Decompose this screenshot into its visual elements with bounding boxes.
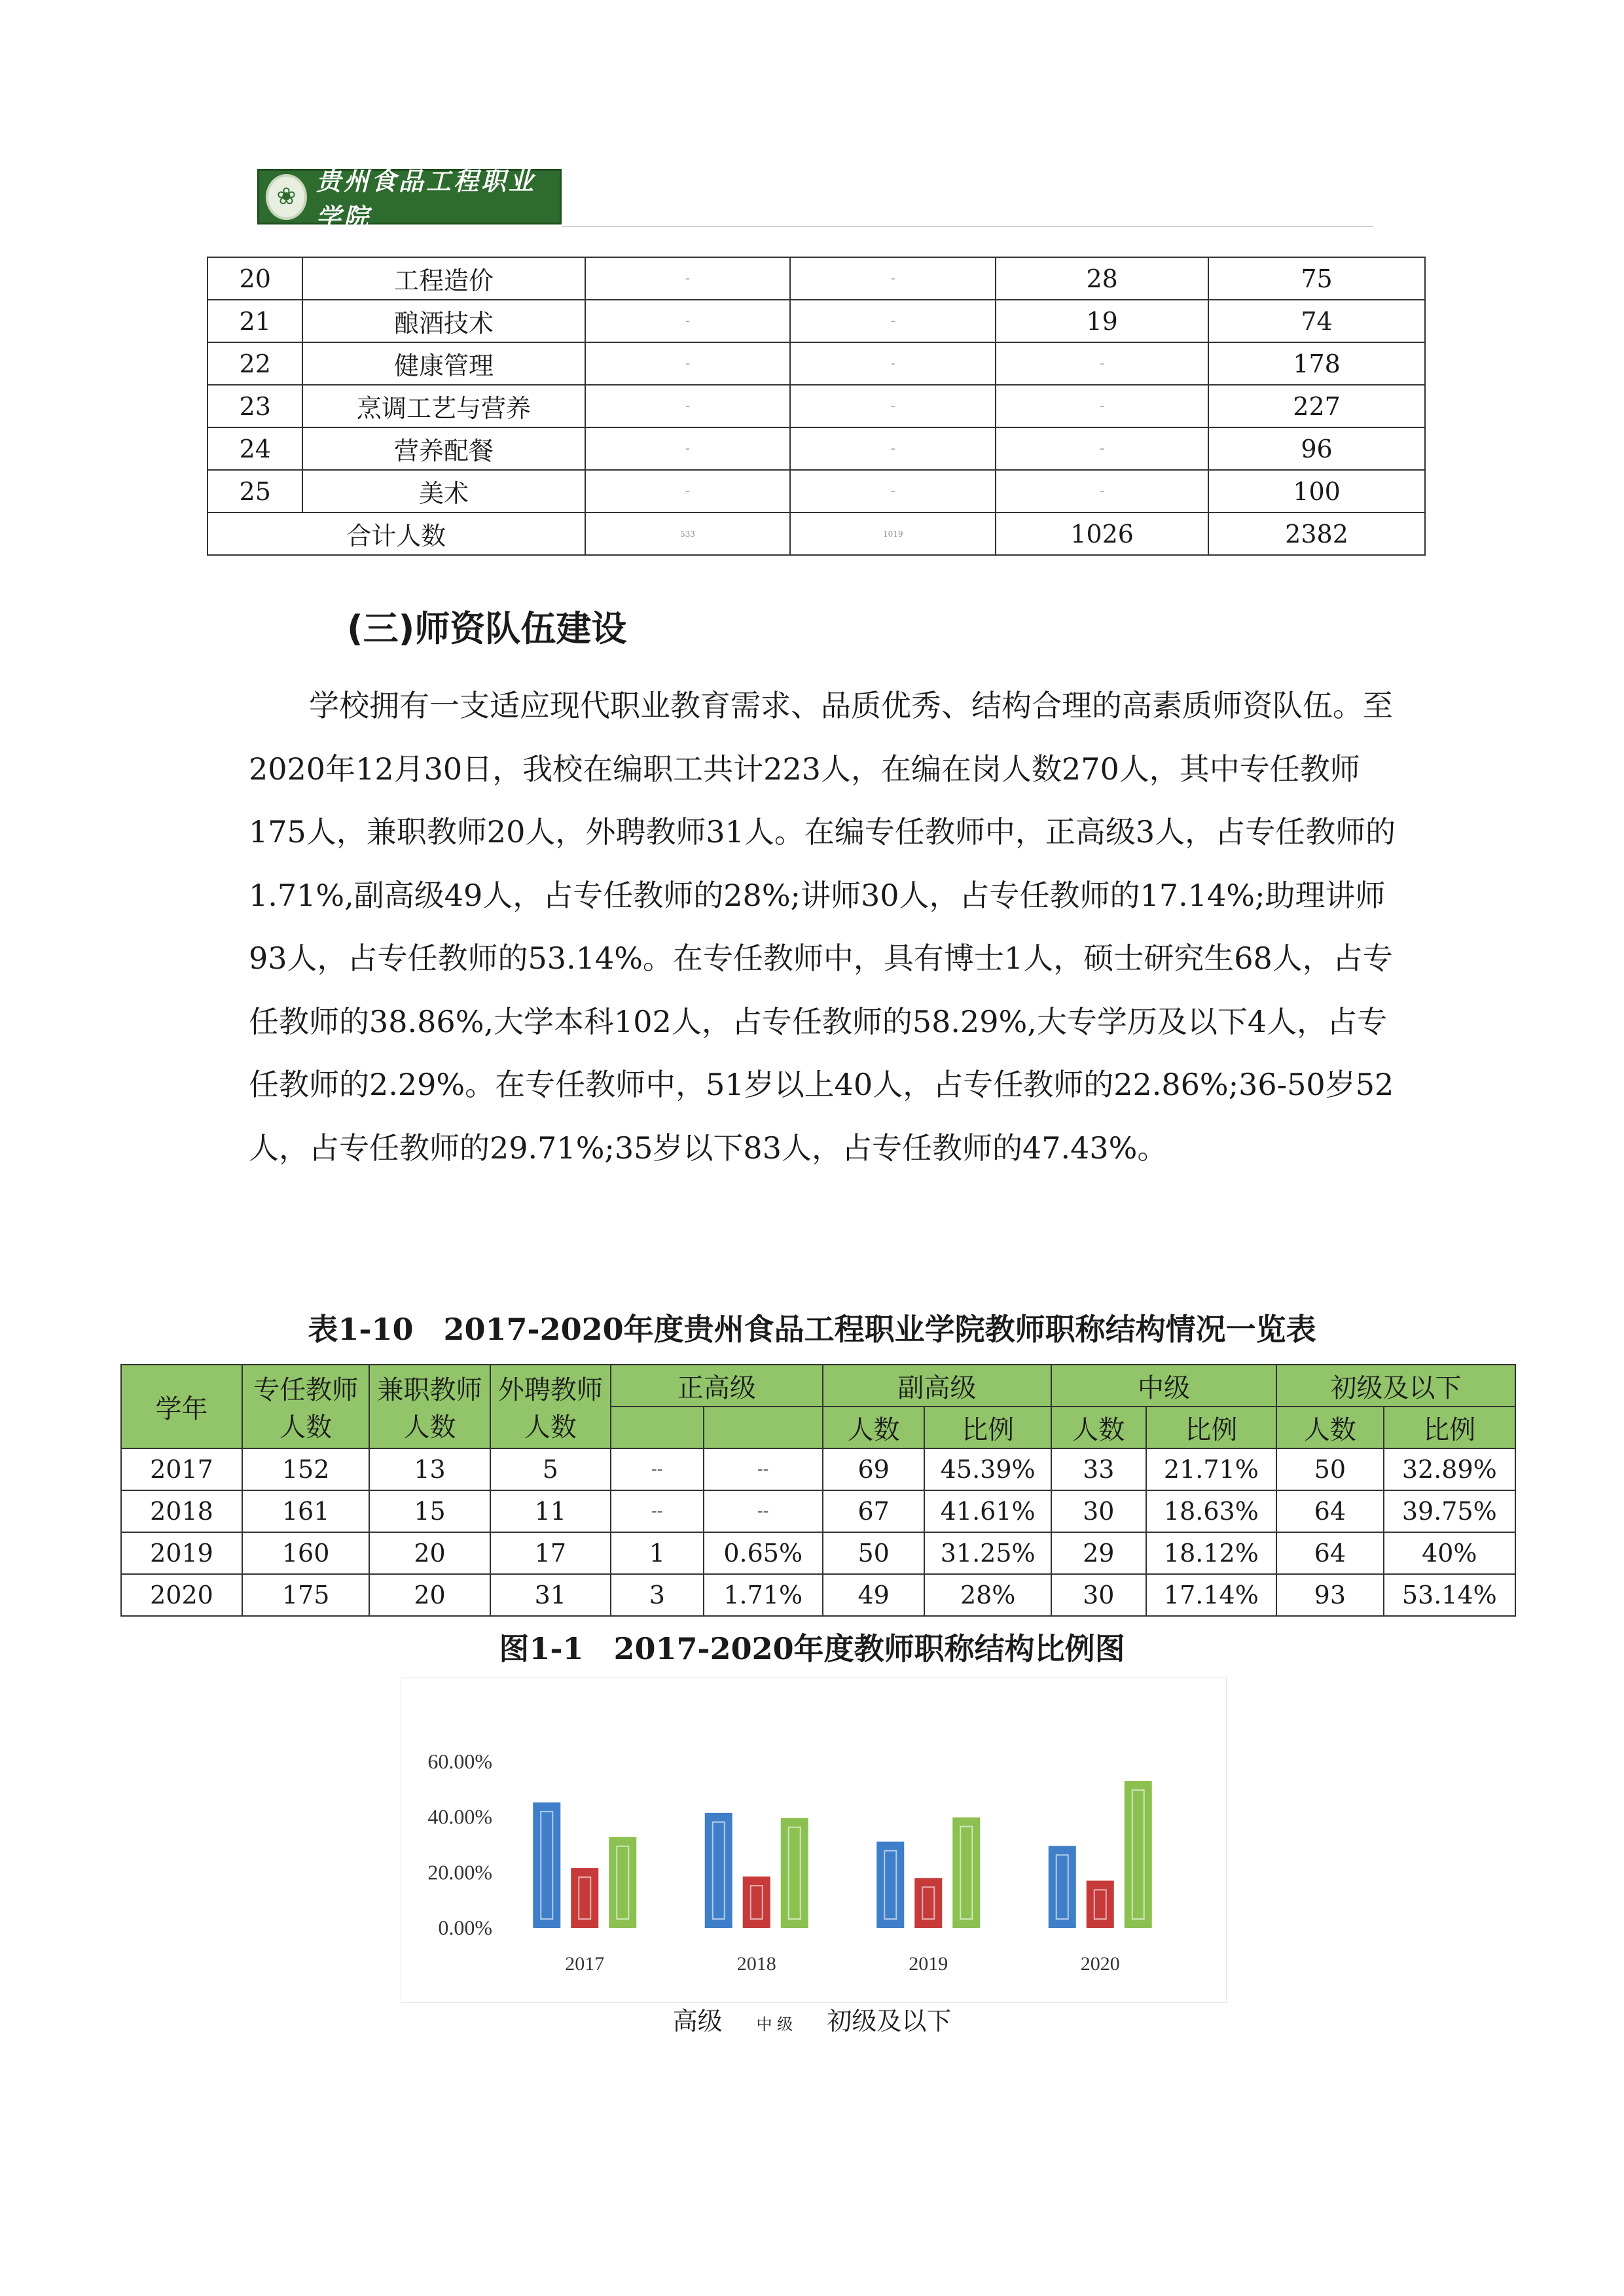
- table-cell: 3: [611, 1574, 704, 1616]
- table-cell: --: [611, 1490, 704, 1532]
- enrollment-table: [207, 257, 1426, 556]
- header-parttime: [369, 1365, 490, 1448]
- legend-senior: 高级: [672, 2007, 723, 2036]
- table-cell: 69: [823, 1448, 925, 1490]
- row-index: 21: [208, 300, 302, 342]
- table-caption: 表1-10 2017-2020年度贵州食品工程职业学院教师职称结构情况一览表: [308, 1312, 1316, 1347]
- x-tick-label: 2019: [909, 1953, 948, 1975]
- table-cell: 5: [490, 1448, 611, 1490]
- legend-junior: 初级及以下: [827, 2007, 952, 2036]
- table-cell: 227: [1208, 385, 1425, 427]
- header-fulltime-label: 专任教师人数: [253, 1375, 359, 1443]
- table-cell: 1026: [996, 512, 1208, 555]
- total-row: [208, 512, 1425, 555]
- table-cell: -: [790, 470, 996, 512]
- table-cell: 18.12%: [1146, 1532, 1276, 1574]
- major-name: 酿酒技术: [302, 300, 585, 342]
- table-cell: 50: [1276, 1448, 1384, 1490]
- table-cell: 45.39%: [924, 1448, 1051, 1490]
- table-cell: 21.71%: [1146, 1448, 1276, 1490]
- y-tick-label: 40.00%: [427, 1804, 492, 1829]
- table-cell: -: [585, 470, 791, 512]
- header-count: 人数: [1051, 1407, 1146, 1448]
- body-text: [249, 674, 1401, 1179]
- row-index: 24: [208, 427, 302, 470]
- table-cell: 74: [1208, 300, 1425, 342]
- bar-2018-series-0: [705, 1813, 732, 1928]
- bar-2018-series-1: [743, 1876, 770, 1928]
- section-title: (三)师资队伍建设: [347, 608, 627, 649]
- header-cell-empty: [611, 1407, 704, 1448]
- table-cell: 175: [242, 1574, 369, 1616]
- table-cell: 2017: [121, 1448, 242, 1490]
- table-cell: 31: [490, 1574, 611, 1616]
- table-cell: 2020: [121, 1574, 242, 1616]
- header-fulltime: [242, 1365, 369, 1448]
- table-row: [121, 1532, 1515, 1574]
- header-year: 学年: [121, 1365, 242, 1448]
- table-cell: 33: [1051, 1448, 1146, 1490]
- table-cell: -: [790, 300, 996, 342]
- table-cell: -: [585, 300, 791, 342]
- table-cell: 13: [369, 1448, 490, 1490]
- legend-middle: 中 级: [756, 2015, 793, 2034]
- table-row: [208, 342, 1425, 385]
- table-cell: -: [996, 427, 1208, 470]
- title-structure-chart: [401, 1677, 1227, 2003]
- table-cell: 30: [1051, 1490, 1146, 1532]
- title-structure-table: [120, 1364, 1516, 1617]
- table-cell: -: [585, 427, 791, 470]
- header-vice-senior: 副高级: [823, 1365, 1051, 1407]
- table-cell: 19: [996, 300, 1208, 342]
- table-cell: 17.14%: [1146, 1574, 1276, 1616]
- table-cell: 53.14%: [1384, 1574, 1515, 1616]
- major-name: 营养配餐: [302, 427, 585, 470]
- table-row: [208, 300, 1425, 342]
- table-cell: 160: [242, 1532, 369, 1574]
- table-cell: 28: [996, 257, 1208, 300]
- school-name: 贵州食品工程职业学院: [316, 166, 536, 232]
- bar-2017-series-0: [533, 1803, 560, 1928]
- table-cell: 39.75%: [1384, 1490, 1515, 1532]
- table-cell: 29: [1051, 1532, 1146, 1574]
- table-cell: -: [790, 427, 996, 470]
- major-name: 烹调工艺与营养: [302, 385, 585, 427]
- table-cell: 18.63%: [1146, 1490, 1276, 1532]
- table-row: [208, 470, 1425, 512]
- table-cell: -: [585, 385, 791, 427]
- header-external-label: 外聘教师人数: [497, 1375, 603, 1443]
- major-name: 工程造价: [302, 257, 585, 300]
- table-cell: 49: [823, 1574, 925, 1616]
- figure-caption: 图1-1 2017-2020年度教师职称结构比例图: [499, 1631, 1125, 1666]
- table-cell: 2018: [121, 1490, 242, 1532]
- table-cell: 40%: [1384, 1532, 1515, 1574]
- bar-2019-series-2: [952, 1818, 980, 1928]
- header-ratio: 比例: [924, 1407, 1051, 1448]
- y-tick-label: 20.00%: [427, 1860, 492, 1884]
- table-cell: -: [790, 342, 996, 385]
- table-cell: -: [585, 257, 791, 300]
- table-cell: 178: [1208, 342, 1425, 385]
- school-logo: [257, 166, 562, 232]
- y-tick-label: 60.00%: [427, 1749, 492, 1773]
- x-tick-label: 2018: [736, 1953, 776, 1975]
- header-ratio: 比例: [1146, 1407, 1276, 1448]
- table-cell: 64: [1276, 1532, 1384, 1574]
- table-cell: -: [996, 470, 1208, 512]
- table-cell: 20: [369, 1532, 490, 1574]
- bar-2018-series-2: [781, 1818, 808, 1928]
- x-tick-label: 2020: [1080, 1953, 1120, 1975]
- table-cell: -: [790, 257, 996, 300]
- table-cell: 161: [242, 1490, 369, 1532]
- table-cell: 31.25%: [924, 1532, 1051, 1574]
- row-index: 23: [208, 385, 302, 427]
- header-cell-empty: [704, 1407, 823, 1448]
- table-row: [121, 1490, 1515, 1532]
- table-cell: -: [585, 342, 791, 385]
- table-cell: 75: [1208, 257, 1425, 300]
- header-row: [121, 1365, 1515, 1407]
- table-cell: 1.71%: [704, 1574, 823, 1616]
- table-cell: 64: [1276, 1490, 1384, 1532]
- bar-2020-series-0: [1049, 1846, 1076, 1928]
- x-tick-label: 2017: [565, 1953, 605, 1975]
- table-cell: 1019: [790, 512, 996, 555]
- table-row: [208, 385, 1425, 427]
- school-emblem-icon: ❀: [266, 174, 307, 220]
- header-junior: 初级及以下: [1276, 1365, 1515, 1407]
- paragraph: 学校拥有一支适应现代职业教育需求、品质优秀、结构合理的高素质师资队伍。至2020年12月30日，我校在编职工共计223人，在编在岗人数270人，其中专任教师175人，兼职教师20人，外聘教师31人。在编专任教师中，正高级3人，占专任教师的1.71%,副高级49人，占专任教师的28%;讲师30人，占专任教师的17.14%;助理讲师93人，占专任教师的53.14%。在专任教师中，具有博士1人，硕士研究生68人，占专任教师的38.86%,大学本科102人，占专任教师的58.29%,大专学历及以下4人，占专任教师的2.29%。在专任教师中，51岁以上40人，占专任教师的22.86%;36-50岁52人，占专任教师的29.71%;35岁以下83人，占专任教师的47.43%。: [249, 688, 1396, 1166]
- header-external: [490, 1365, 611, 1448]
- row-index: 20: [208, 257, 302, 300]
- bar-2020-series-2: [1125, 1781, 1152, 1928]
- table-cell: 67: [823, 1490, 925, 1532]
- header-count: 人数: [823, 1407, 925, 1448]
- y-tick-label: 0.00%: [438, 1916, 492, 1939]
- table-row: [208, 257, 1425, 300]
- table-cell: -: [996, 342, 1208, 385]
- header-divider: [562, 226, 1373, 227]
- major-name: 健康管理: [302, 342, 585, 385]
- table-cell: 15: [369, 1490, 490, 1532]
- header-count: 人数: [1276, 1407, 1384, 1448]
- table-cell: 100: [1208, 470, 1425, 512]
- table-cell: 96: [1208, 427, 1425, 470]
- table-row: [208, 427, 1425, 470]
- table-cell: 20: [369, 1574, 490, 1616]
- chart-legend: [0, 2001, 1624, 2037]
- table-cell: 1: [611, 1532, 704, 1574]
- bar-2017-series-2: [609, 1837, 636, 1928]
- row-index: 22: [208, 342, 302, 385]
- table-cell: 50: [823, 1532, 925, 1574]
- table-cell: 41.61%: [924, 1490, 1051, 1532]
- table-cell: --: [704, 1490, 823, 1532]
- table-cell: 0.65%: [704, 1532, 823, 1574]
- table-cell: 28%: [924, 1574, 1051, 1616]
- header-ratio: 比例: [1384, 1407, 1515, 1448]
- table-cell: 2019: [121, 1532, 242, 1574]
- bar-2019-series-0: [876, 1842, 904, 1928]
- major-name: 美术: [302, 470, 585, 512]
- table-cell: --: [704, 1448, 823, 1490]
- header-senior: 正高级: [611, 1365, 823, 1407]
- table-cell: 11: [490, 1490, 611, 1532]
- bar-2020-series-1: [1087, 1880, 1114, 1928]
- table-cell: 93: [1276, 1574, 1384, 1616]
- table-cell: -: [996, 385, 1208, 427]
- header-parttime-label: 兼职教师人数: [377, 1375, 482, 1443]
- row-index: 25: [208, 470, 302, 512]
- table-cell: 2382: [1208, 512, 1425, 555]
- table-cell: --: [611, 1448, 704, 1490]
- table-cell: 152: [242, 1448, 369, 1490]
- table-cell: 32.89%: [1384, 1448, 1515, 1490]
- table-cell: 533: [585, 512, 791, 555]
- header-middle: 中级: [1051, 1365, 1276, 1407]
- bar-2019-series-1: [914, 1878, 942, 1928]
- table-row: [121, 1574, 1515, 1616]
- table-cell: -: [790, 385, 996, 427]
- table-cell: 17: [490, 1532, 611, 1574]
- total-label: 合计人数: [208, 512, 585, 555]
- table-cell: 30: [1051, 1574, 1146, 1616]
- table-row: [121, 1448, 1515, 1490]
